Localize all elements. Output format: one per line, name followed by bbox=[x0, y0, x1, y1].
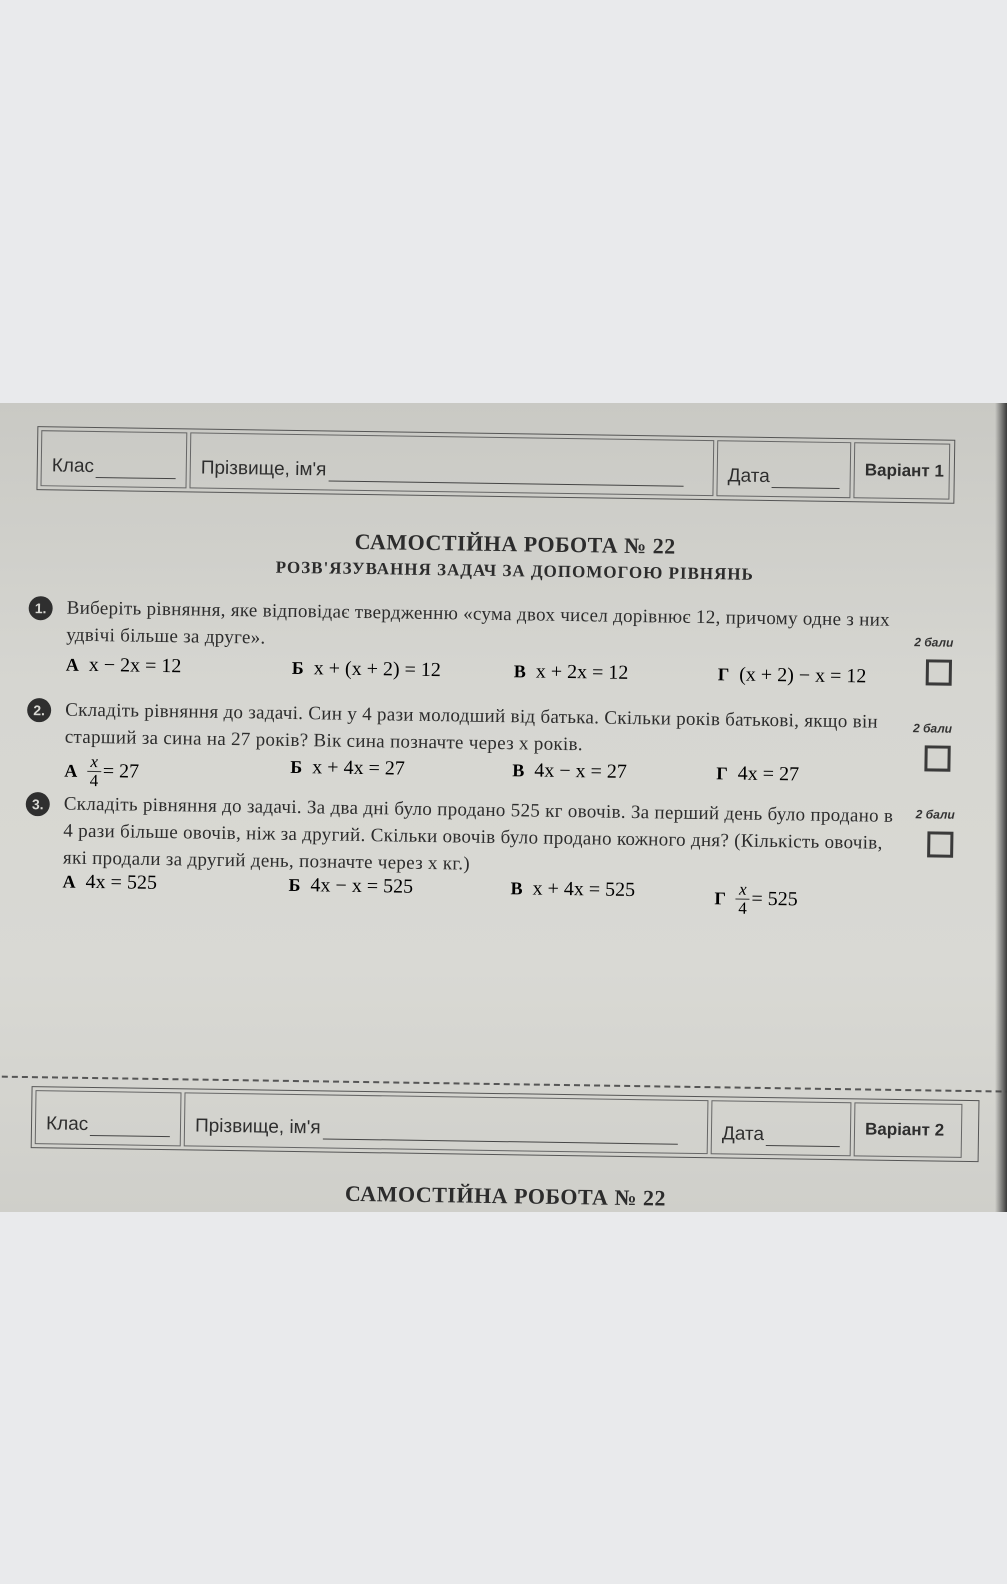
option-expr: (x + 2) − x = 12 bbox=[739, 663, 867, 688]
task-number-badge: 2. bbox=[27, 698, 51, 722]
class-field bbox=[35, 1090, 182, 1146]
option-c[interactable] bbox=[512, 759, 627, 784]
option-d[interactable] bbox=[716, 762, 799, 786]
option-letter: В bbox=[510, 878, 523, 899]
date-field bbox=[716, 440, 851, 498]
fraction bbox=[736, 881, 750, 918]
name-label: Прізвище, ім'я bbox=[200, 457, 327, 481]
fraction-denominator: 4 bbox=[738, 898, 747, 918]
task-1 bbox=[28, 594, 909, 661]
task-text: Виберіть рівняння, яке відповідає твердженню «сума двох чисел дорівнює 12, причому одне з них удвічі більше за друге». bbox=[66, 597, 891, 649]
option-b[interactable] bbox=[292, 657, 441, 682]
option-letter: А bbox=[65, 654, 79, 675]
name-blank[interactable] bbox=[328, 463, 683, 486]
fraction-numerator: x bbox=[736, 881, 750, 900]
option-letter: А bbox=[62, 871, 76, 892]
option-a[interactable] bbox=[66, 654, 182, 679]
option-a[interactable] bbox=[62, 871, 157, 895]
worksheet-title: САМОСТІЙНА РОБОТА № 22 bbox=[354, 528, 676, 559]
option-expr: x − 2x = 12 bbox=[88, 653, 182, 678]
header-variant-1 bbox=[36, 426, 955, 504]
option-expr: 4x = 525 bbox=[85, 870, 158, 894]
option-letter: Б bbox=[288, 874, 301, 896]
name-field bbox=[189, 432, 714, 496]
task-number-badge: 1. bbox=[29, 596, 53, 620]
task-2-points: 2 бали bbox=[912, 721, 953, 736]
variant-badge: Варіант 1 bbox=[853, 442, 950, 499]
option-expr: x + (x + 2) = 12 bbox=[313, 657, 442, 682]
fraction-denominator: 4 bbox=[89, 770, 99, 791]
option-letter: Б bbox=[290, 756, 303, 778]
task-3 bbox=[25, 790, 906, 884]
fraction-numerator: x bbox=[87, 753, 101, 772]
option-d[interactable] bbox=[718, 663, 867, 688]
class-label: Клас bbox=[51, 455, 95, 477]
task-1-points: 2 бали bbox=[914, 635, 954, 650]
option-expr: x + 2x = 12 bbox=[535, 660, 629, 684]
variant-badge: Варіант 2 bbox=[854, 1102, 963, 1158]
option-letter: Г bbox=[714, 888, 727, 909]
task-2 bbox=[27, 696, 908, 763]
option-b[interactable] bbox=[290, 756, 405, 781]
option-a[interactable] bbox=[64, 753, 139, 791]
worksheet-page bbox=[0, 403, 1007, 1212]
header-variant-2 bbox=[31, 1086, 980, 1162]
date-field bbox=[711, 1100, 852, 1156]
task-number-badge: 3. bbox=[26, 792, 50, 816]
class-blank[interactable] bbox=[96, 460, 176, 479]
task-3-points: 2 бали bbox=[915, 807, 955, 822]
name-field bbox=[184, 1092, 709, 1154]
class-field bbox=[40, 430, 187, 488]
task-3-answer-box[interactable] bbox=[927, 831, 953, 857]
option-letter: Г bbox=[717, 664, 730, 685]
option-expr: = 27 bbox=[102, 760, 140, 783]
option-letter: Б bbox=[291, 657, 304, 679]
option-expr: x + 4x = 525 bbox=[532, 877, 636, 902]
option-letter: В bbox=[512, 760, 525, 781]
name-blank[interactable] bbox=[322, 1121, 677, 1144]
option-expr: 4x − x = 27 bbox=[534, 759, 628, 783]
date-label: Дата bbox=[721, 1123, 765, 1145]
class-blank[interactable] bbox=[90, 1118, 170, 1137]
option-letter: Г bbox=[716, 763, 728, 784]
date-blank[interactable] bbox=[772, 470, 840, 489]
option-expr: x + 4x = 27 bbox=[312, 756, 405, 780]
task-1-answer-box[interactable] bbox=[926, 659, 952, 685]
option-c[interactable] bbox=[514, 660, 629, 685]
option-letter: А bbox=[64, 760, 78, 781]
option-b[interactable] bbox=[288, 874, 413, 899]
task-text: Складіть рівняння до задачі. Син у 4 рази молодший від батька. Скільки років батькові, якщо він старший за сина на 27 років? Вік сина позначте через x років. bbox=[64, 699, 879, 756]
option-letter: В bbox=[513, 661, 526, 682]
option-expr: = 525 bbox=[751, 887, 798, 911]
option-d[interactable] bbox=[714, 880, 798, 918]
class-label: Клас bbox=[45, 1113, 89, 1135]
worksheet-subtitle: РОЗВ'ЯЗУВАННЯ ЗАДАЧ ЗА ДОПОМОГОЮ РІВНЯНЬ bbox=[275, 557, 755, 584]
worksheet-title-bottom: САМОСТІЙНА РОБОТА № 22 bbox=[344, 1180, 667, 1211]
option-expr: 4x − x = 525 bbox=[310, 874, 414, 898]
option-c[interactable] bbox=[510, 877, 635, 902]
name-label: Прізвище, ім'я bbox=[194, 1115, 321, 1139]
date-blank[interactable] bbox=[766, 1128, 840, 1147]
task-2-answer-box[interactable] bbox=[924, 745, 950, 771]
date-label: Дата bbox=[727, 465, 770, 487]
task-text: Складіть рівняння до задачі. За два дні було продано 525 кг овочів. За перший день було продано в 4 рази більше овочів, ніж за другий. Скільки овочів було продано кожного дня? (Кількість овочів, які продали за другий день, позначте через x кг.) bbox=[62, 793, 894, 875]
fraction bbox=[87, 753, 101, 790]
worksheet-photo bbox=[0, 403, 1007, 1212]
option-expr: 4x = 27 bbox=[737, 762, 800, 786]
